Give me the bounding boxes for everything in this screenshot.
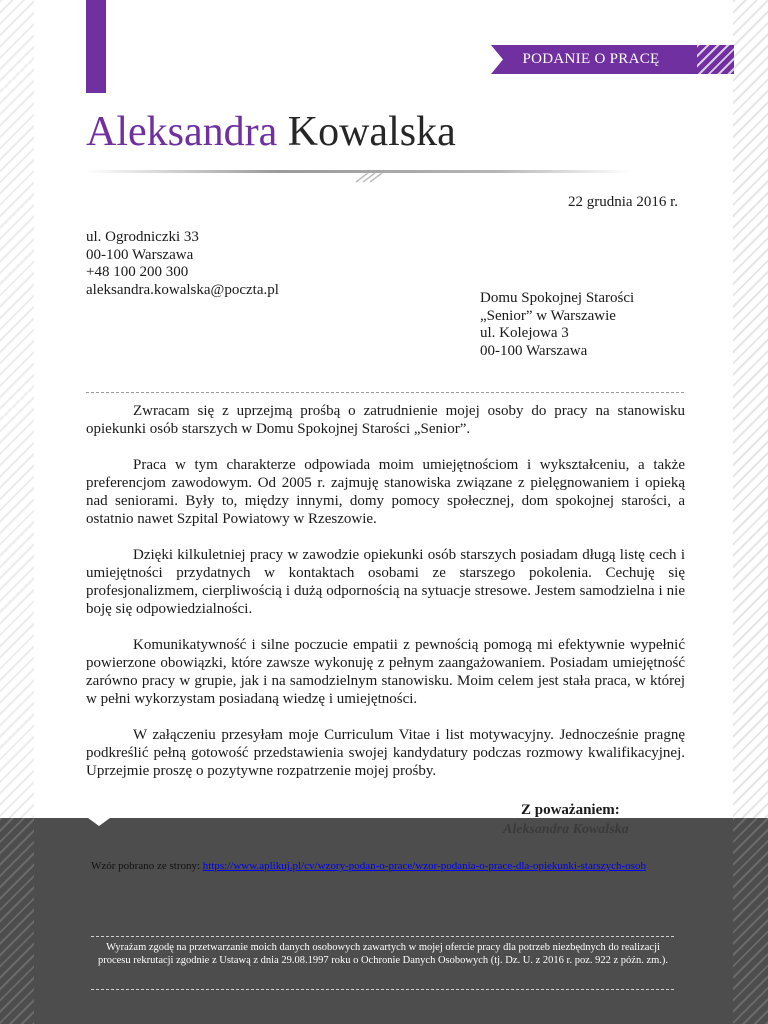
recipient-line: „Senior” w Warszawie — [480, 307, 616, 324]
document-type-tab — [491, 45, 734, 74]
body-paragraph: Komunikatywność i silne poczucie empatii z pewnością pomogą mi efektywnie wypełnić powierzone obowiązki, które zawsze wykonuję z pełnym zaangażowaniem. Posiadam umiejętność zarówno pracy w grupie, jak i na samodzielnym stanowisku. Moim celem jest stała praca, w której w pełni wykorzystam posiadaną wiedzę i umiejętności. — [86, 637, 685, 707]
sender-email: aleksandra.kowalska@poczta.pl — [86, 281, 279, 298]
header-separator — [86, 392, 684, 393]
footer-hatch-left — [0, 818, 34, 1024]
letter-body — [86, 402, 685, 798]
body-paragraph: Dzięki kilkuletniej pracy w zawodzie opiekunki osób starszych posiadam długą listę cech i umiejętności przydatnych w kontaktach osobami ze starszego pokolenia. Cechuję się profesjonalizmem, cierpliwością i dużą odpornością na sytuacje stresowe. Jestem samodzielna i nie boję się odpowiedzialności. — [86, 547, 685, 617]
sender-city: 00-100 Warszawa — [86, 246, 194, 263]
consent-clause: Wyrażam zgodę na przetwarzanie moich danych osobowych zawartych w mojej ofercie pracy dla potrzeb niezbędnych do realizacji procesu rekrutacji zgodnie z Ustawą z dnia 29.08.1997 roku o Ochronie Danych Osobowych (tj. Dz. U. z 2016 r. poz. 922 z późn. zm.). — [97, 942, 669, 966]
source-label: Wzór pobrano ze strony: — [91, 860, 203, 872]
letter-date: 22 grudnia 2016 r. — [568, 194, 678, 210]
body-paragraph: W załączeniu przesyłam moje Curriculum Vitae i list motywacyjny. Jednocześnie pragnę podkreślić pełną gotowość przedstawienia swojej kandydatury podczas rozmowy kwalifikacyjnej. Uprzejmie proszę o pozytywne rozpatrzenie mojej prośby. — [86, 727, 685, 779]
consent-separator-bottom — [91, 989, 674, 990]
recipient-line: 00-100 Warszawa — [480, 342, 588, 359]
applicant-first-name: Aleksandra — [86, 109, 278, 155]
recipient-line: ul. Kolejowa 3 — [480, 325, 569, 341]
footer-hatch-right — [733, 818, 768, 1024]
document-type-tab-hatch — [697, 45, 734, 74]
sender-street: ul. Ogrodniczki 33 — [86, 229, 199, 245]
applicant-name — [86, 108, 456, 156]
source-note — [91, 858, 681, 875]
body-paragraph: Praca w tym charakterze odpowiada moim umiejętnościom i wykształceniu, a także preferencjom zawodowym. Od 2005 r. zajmuję stanowiska związane z pielęgnowaniem i opieką nad seniorami. Były to, między innymi, domy pomocy społecznej, dom spokojnej starości, a ostatnio nawet Szpital Powiatowy w Rzeszowie. — [86, 457, 685, 527]
consent-separator-top — [91, 936, 674, 937]
applicant-last-name: Kowalska — [287, 109, 456, 155]
name-underline — [86, 168, 631, 184]
recipient-address — [480, 290, 634, 360]
sender-address — [86, 229, 279, 299]
body-paragraph: Zwracam się z uprzejmą prośbą o zatrudnienie mojej osoby do pracy na stanowisku opiekunki osób starszych w Domu Spokojnej Starości „Senior”. — [86, 403, 685, 437]
closing-salutation: Z poważaniem: — [521, 802, 620, 818]
source-link[interactable]: https://www.aplikuj.pl/cv/wzory-podan-o-prace/wzor-podania-o-prace-dla-opiekunki-starszych-osob — [202, 860, 646, 872]
sender-phone: +48 100 200 300 — [86, 264, 189, 280]
recipient-line: Domu Spokojnej Starości — [480, 290, 635, 306]
footer-panel — [0, 818, 768, 1024]
accent-bar — [86, 0, 106, 93]
signature: Aleksandra Kowalska — [503, 822, 629, 837]
document-type-label: PODANIE O PRACĘ — [522, 51, 660, 67]
